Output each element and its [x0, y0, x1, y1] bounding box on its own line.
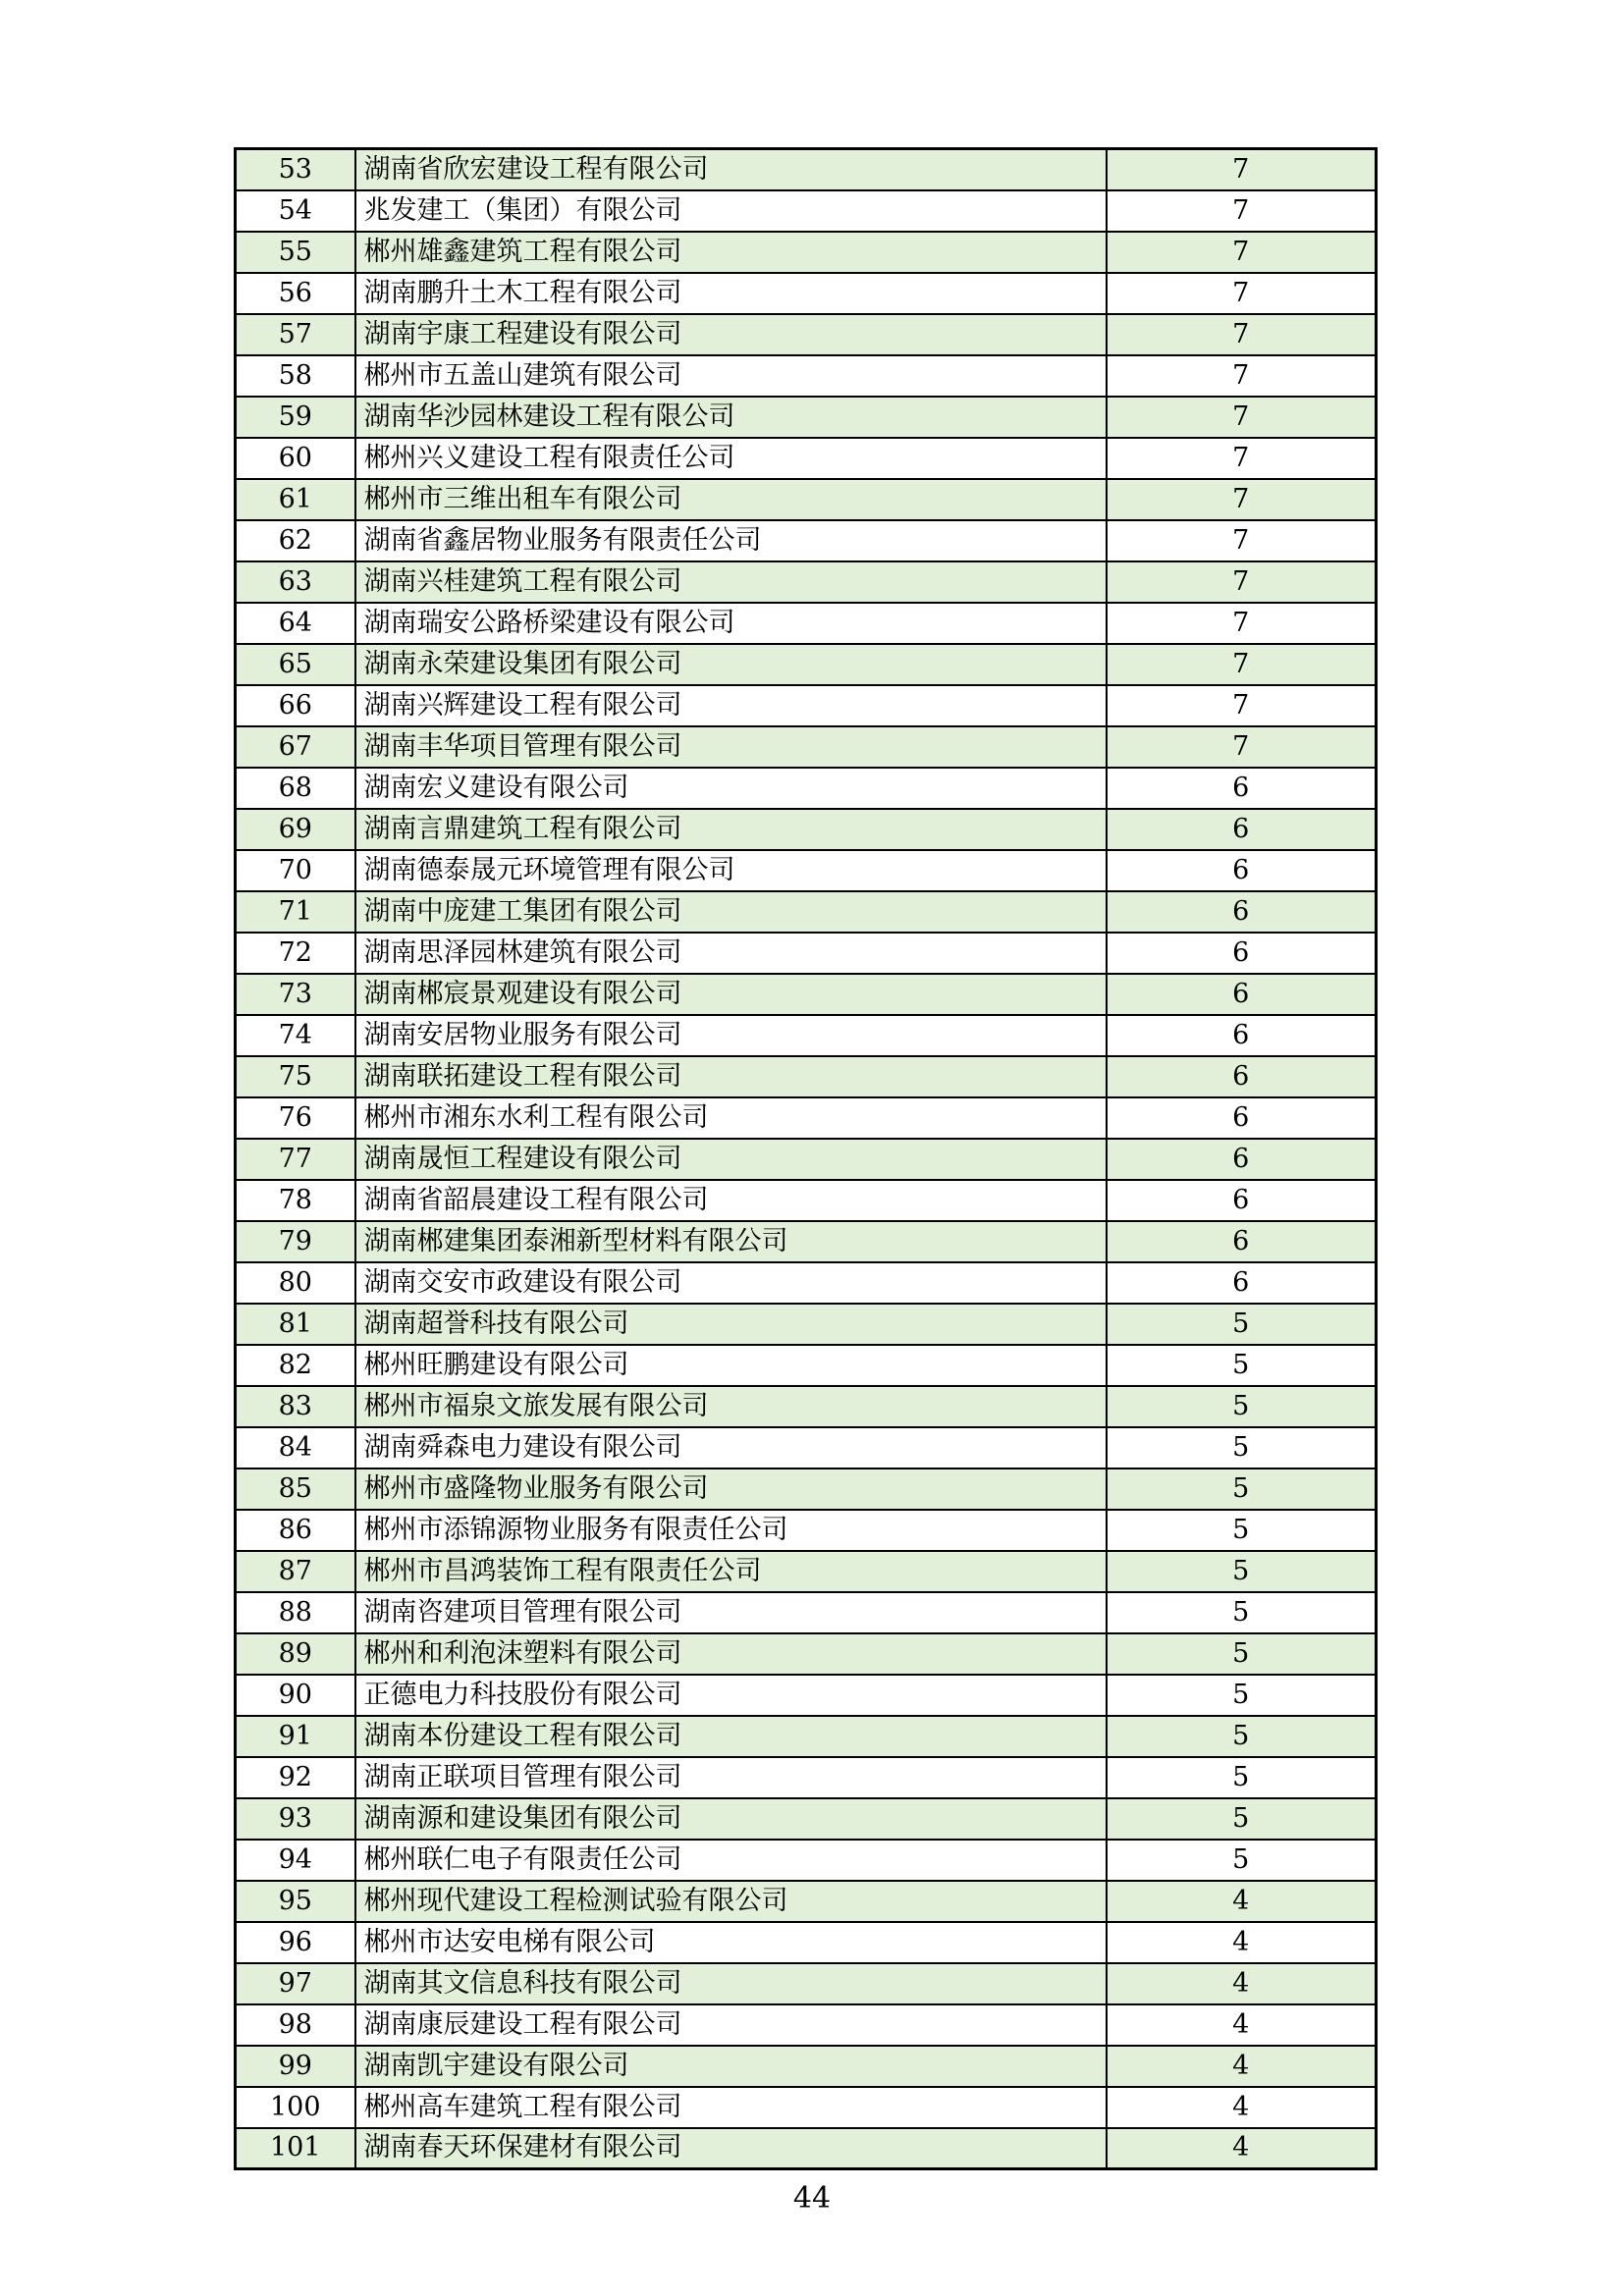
company-name-cell: 郴州旺鹏建设有限公司	[355, 1345, 1107, 1386]
row-number-cell: 90	[236, 1675, 355, 1716]
row-number-cell: 59	[236, 397, 355, 438]
table-row	[236, 850, 1377, 891]
company-name-cell: 湖南舜森电力建设有限公司	[355, 1427, 1107, 1468]
row-number-cell: 72	[236, 933, 355, 974]
row-number-cell: 67	[236, 726, 355, 768]
company-name-cell: 兆发建工（集团）有限公司	[355, 190, 1107, 232]
company-name-cell: 湖南华沙园林建设工程有限公司	[355, 397, 1107, 438]
count-cell: 6	[1107, 1262, 1377, 1304]
company-name-cell: 郴州现代建设工程检测试验有限公司	[355, 1881, 1107, 1922]
table-row	[236, 1881, 1377, 1922]
count-cell: 7	[1107, 603, 1377, 644]
row-number-cell: 76	[236, 1097, 355, 1139]
table-row	[236, 438, 1377, 479]
count-cell: 4	[1107, 2087, 1377, 2128]
count-cell: 5	[1107, 1757, 1377, 1798]
table-row	[236, 1386, 1377, 1427]
row-number-cell: 87	[236, 1551, 355, 1592]
row-number-cell: 82	[236, 1345, 355, 1386]
count-cell: 7	[1107, 438, 1377, 479]
count-cell: 6	[1107, 768, 1377, 809]
row-number-cell: 60	[236, 438, 355, 479]
table-row	[236, 891, 1377, 933]
company-name-cell: 郴州高车建筑工程有限公司	[355, 2087, 1107, 2128]
count-cell: 5	[1107, 1716, 1377, 1757]
table-row	[236, 1304, 1377, 1345]
count-cell: 5	[1107, 1675, 1377, 1716]
count-cell: 5	[1107, 1633, 1377, 1675]
count-cell: 4	[1107, 1922, 1377, 1963]
row-number-cell: 66	[236, 685, 355, 726]
company-name-cell: 郴州市盛隆物业服务有限公司	[355, 1468, 1107, 1510]
table-row	[236, 149, 1377, 190]
row-number-cell: 58	[236, 355, 355, 397]
table-row	[236, 479, 1377, 520]
company-name-cell: 湖南正联项目管理有限公司	[355, 1757, 1107, 1798]
row-number-cell: 98	[236, 2004, 355, 2046]
count-cell: 5	[1107, 1798, 1377, 1840]
company-name-cell: 湖南省鑫居物业服务有限责任公司	[355, 520, 1107, 561]
company-name-cell: 湖南兴辉建设工程有限公司	[355, 685, 1107, 726]
company-name-cell: 湖南言鼎建筑工程有限公司	[355, 809, 1107, 850]
company-name-cell: 郴州市添锦源物业服务有限责任公司	[355, 1510, 1107, 1551]
table-row	[236, 561, 1377, 603]
table-row	[236, 1139, 1377, 1180]
company-name-cell: 湖南安居物业服务有限公司	[355, 1015, 1107, 1056]
company-name-cell: 湖南瑞安公路桥梁建设有限公司	[355, 603, 1107, 644]
count-cell: 4	[1107, 1881, 1377, 1922]
company-name-cell: 湖南本份建设工程有限公司	[355, 1716, 1107, 1757]
count-cell: 5	[1107, 1551, 1377, 1592]
count-cell: 6	[1107, 891, 1377, 933]
company-name-cell: 郴州雄鑫建筑工程有限公司	[355, 232, 1107, 273]
count-cell: 7	[1107, 149, 1377, 190]
row-number-cell: 77	[236, 1139, 355, 1180]
count-cell: 5	[1107, 1510, 1377, 1551]
count-cell: 6	[1107, 933, 1377, 974]
row-number-cell: 80	[236, 1262, 355, 1304]
row-number-cell: 78	[236, 1180, 355, 1221]
count-cell: 6	[1107, 1097, 1377, 1139]
count-cell: 4	[1107, 2128, 1377, 2169]
row-number-cell: 93	[236, 1798, 355, 1840]
count-cell: 5	[1107, 1427, 1377, 1468]
table-row	[236, 1262, 1377, 1304]
count-cell: 4	[1107, 2004, 1377, 2046]
company-name-cell: 正德电力科技股份有限公司	[355, 1675, 1107, 1716]
company-name-cell: 湖南中庞建工集团有限公司	[355, 891, 1107, 933]
table-row	[236, 190, 1377, 232]
count-cell: 7	[1107, 273, 1377, 314]
row-number-cell: 95	[236, 1881, 355, 1922]
count-cell: 7	[1107, 355, 1377, 397]
table-row	[236, 809, 1377, 850]
row-number-cell: 96	[236, 1922, 355, 1963]
count-cell: 5	[1107, 1386, 1377, 1427]
company-name-cell: 湖南兴桂建筑工程有限公司	[355, 561, 1107, 603]
company-name-cell: 湖南郴宸景观建设有限公司	[355, 974, 1107, 1015]
count-cell: 6	[1107, 974, 1377, 1015]
count-cell: 6	[1107, 1139, 1377, 1180]
company-name-cell: 湖南联拓建设工程有限公司	[355, 1056, 1107, 1097]
company-name-cell: 郴州市达安电梯有限公司	[355, 1922, 1107, 1963]
table-row	[236, 314, 1377, 355]
table-row	[236, 1757, 1377, 1798]
company-name-cell: 湖南郴建集团泰湘新型材料有限公司	[355, 1221, 1107, 1262]
count-cell: 5	[1107, 1840, 1377, 1881]
count-cell: 6	[1107, 1221, 1377, 1262]
company-name-cell: 湖南晟恒工程建设有限公司	[355, 1139, 1107, 1180]
count-cell: 6	[1107, 850, 1377, 891]
table-row	[236, 273, 1377, 314]
row-number-cell: 79	[236, 1221, 355, 1262]
row-number-cell: 73	[236, 974, 355, 1015]
count-cell: 6	[1107, 809, 1377, 850]
row-number-cell: 69	[236, 809, 355, 850]
count-cell: 7	[1107, 644, 1377, 685]
row-number-cell: 89	[236, 1633, 355, 1675]
count-cell: 7	[1107, 520, 1377, 561]
row-number-cell: 97	[236, 1963, 355, 2004]
company-name-cell: 湖南永荣建设集团有限公司	[355, 644, 1107, 685]
company-name-cell: 湖南源和建设集团有限公司	[355, 1798, 1107, 1840]
row-number-cell: 92	[236, 1757, 355, 1798]
count-cell: 5	[1107, 1468, 1377, 1510]
row-number-cell: 99	[236, 2046, 355, 2087]
company-ranking-table	[234, 147, 1378, 2170]
row-number-cell: 91	[236, 1716, 355, 1757]
row-number-cell: 71	[236, 891, 355, 933]
row-number-cell: 100	[236, 2087, 355, 2128]
count-cell: 7	[1107, 190, 1377, 232]
table-row	[236, 232, 1377, 273]
table-row	[236, 1675, 1377, 1716]
row-number-cell: 81	[236, 1304, 355, 1345]
company-name-cell: 湖南省欣宏建设工程有限公司	[355, 149, 1107, 190]
row-number-cell: 68	[236, 768, 355, 809]
table-row	[236, 2046, 1377, 2087]
row-number-cell: 94	[236, 1840, 355, 1881]
count-cell: 7	[1107, 232, 1377, 273]
count-cell: 4	[1107, 2046, 1377, 2087]
table-row	[236, 1510, 1377, 1551]
company-name-cell: 湖南凯宇建设有限公司	[355, 2046, 1107, 2087]
company-name-cell: 郴州和利泡沫塑料有限公司	[355, 1633, 1107, 1675]
count-cell: 7	[1107, 479, 1377, 520]
table-row	[236, 644, 1377, 685]
company-name-cell: 湖南丰华项目管理有限公司	[355, 726, 1107, 768]
row-number-cell: 63	[236, 561, 355, 603]
count-cell: 6	[1107, 1015, 1377, 1056]
table-row	[236, 1963, 1377, 2004]
count-cell: 6	[1107, 1056, 1377, 1097]
count-cell: 7	[1107, 314, 1377, 355]
company-name-cell: 湖南省韶晨建设工程有限公司	[355, 1180, 1107, 1221]
row-number-cell: 88	[236, 1592, 355, 1633]
table-row	[236, 726, 1377, 768]
company-name-cell: 郴州市昌鸿装饰工程有限责任公司	[355, 1551, 1107, 1592]
table-row	[236, 1345, 1377, 1386]
table-row	[236, 974, 1377, 1015]
table-row	[236, 1592, 1377, 1633]
table-row	[236, 1633, 1377, 1675]
table-row	[236, 685, 1377, 726]
table-row	[236, 1097, 1377, 1139]
count-cell: 5	[1107, 1345, 1377, 1386]
count-cell: 5	[1107, 1592, 1377, 1633]
row-number-cell: 75	[236, 1056, 355, 1097]
row-number-cell: 65	[236, 644, 355, 685]
row-number-cell: 84	[236, 1427, 355, 1468]
row-number-cell: 70	[236, 850, 355, 891]
count-cell: 6	[1107, 1180, 1377, 1221]
company-name-cell: 郴州联仁电子有限责任公司	[355, 1840, 1107, 1881]
company-name-cell: 郴州市三维出租车有限公司	[355, 479, 1107, 520]
table-row	[236, 2087, 1377, 2128]
company-name-cell: 郴州兴义建设工程有限责任公司	[355, 438, 1107, 479]
table-row	[236, 1180, 1377, 1221]
row-number-cell: 62	[236, 520, 355, 561]
row-number-cell: 57	[236, 314, 355, 355]
row-number-cell: 53	[236, 149, 355, 190]
count-cell: 7	[1107, 685, 1377, 726]
table-body	[236, 149, 1377, 2169]
company-name-cell: 湖南康辰建设工程有限公司	[355, 2004, 1107, 2046]
count-cell: 5	[1107, 1304, 1377, 1345]
company-name-cell: 湖南宏义建设有限公司	[355, 768, 1107, 809]
count-cell: 7	[1107, 397, 1377, 438]
row-number-cell: 61	[236, 479, 355, 520]
company-name-cell: 湖南其文信息科技有限公司	[355, 1963, 1107, 2004]
company-name-cell: 湖南德泰晟元环境管理有限公司	[355, 850, 1107, 891]
table-row	[236, 1427, 1377, 1468]
table-row	[236, 397, 1377, 438]
row-number-cell: 56	[236, 273, 355, 314]
count-cell: 7	[1107, 561, 1377, 603]
table-row	[236, 1922, 1377, 1963]
row-number-cell: 54	[236, 190, 355, 232]
company-name-cell: 湖南思泽园林建筑有限公司	[355, 933, 1107, 974]
company-name-cell: 郴州市福泉文旅发展有限公司	[355, 1386, 1107, 1427]
company-name-cell: 湖南超誉科技有限公司	[355, 1304, 1107, 1345]
row-number-cell: 74	[236, 1015, 355, 1056]
company-name-cell: 湖南宇康工程建设有限公司	[355, 314, 1107, 355]
table-row	[236, 1551, 1377, 1592]
page-number: 44	[792, 2181, 832, 2216]
row-number-cell: 86	[236, 1510, 355, 1551]
table-row	[236, 603, 1377, 644]
table-row	[236, 1056, 1377, 1097]
row-number-cell: 85	[236, 1468, 355, 1510]
company-name-cell: 湖南鹏升土木工程有限公司	[355, 273, 1107, 314]
table-row	[236, 355, 1377, 397]
table-row	[236, 2128, 1377, 2169]
table-row	[236, 2004, 1377, 2046]
company-name-cell: 郴州市五盖山建筑有限公司	[355, 355, 1107, 397]
table-row	[236, 520, 1377, 561]
row-number-cell: 64	[236, 603, 355, 644]
company-name-cell: 湖南春天环保建材有限公司	[355, 2128, 1107, 2169]
count-cell: 7	[1107, 726, 1377, 768]
table-row	[236, 1221, 1377, 1262]
company-name-cell: 郴州市湘东水利工程有限公司	[355, 1097, 1107, 1139]
row-number-cell: 101	[236, 2128, 355, 2169]
row-number-cell: 83	[236, 1386, 355, 1427]
table-row	[236, 1798, 1377, 1840]
table-row	[236, 1015, 1377, 1056]
company-name-cell: 湖南交安市政建设有限公司	[355, 1262, 1107, 1304]
company-name-cell: 湖南咨建项目管理有限公司	[355, 1592, 1107, 1633]
table-row	[236, 1716, 1377, 1757]
table-row	[236, 768, 1377, 809]
table-row	[236, 1840, 1377, 1881]
table-row	[236, 933, 1377, 974]
count-cell: 4	[1107, 1963, 1377, 2004]
table-row	[236, 1468, 1377, 1510]
row-number-cell: 55	[236, 232, 355, 273]
